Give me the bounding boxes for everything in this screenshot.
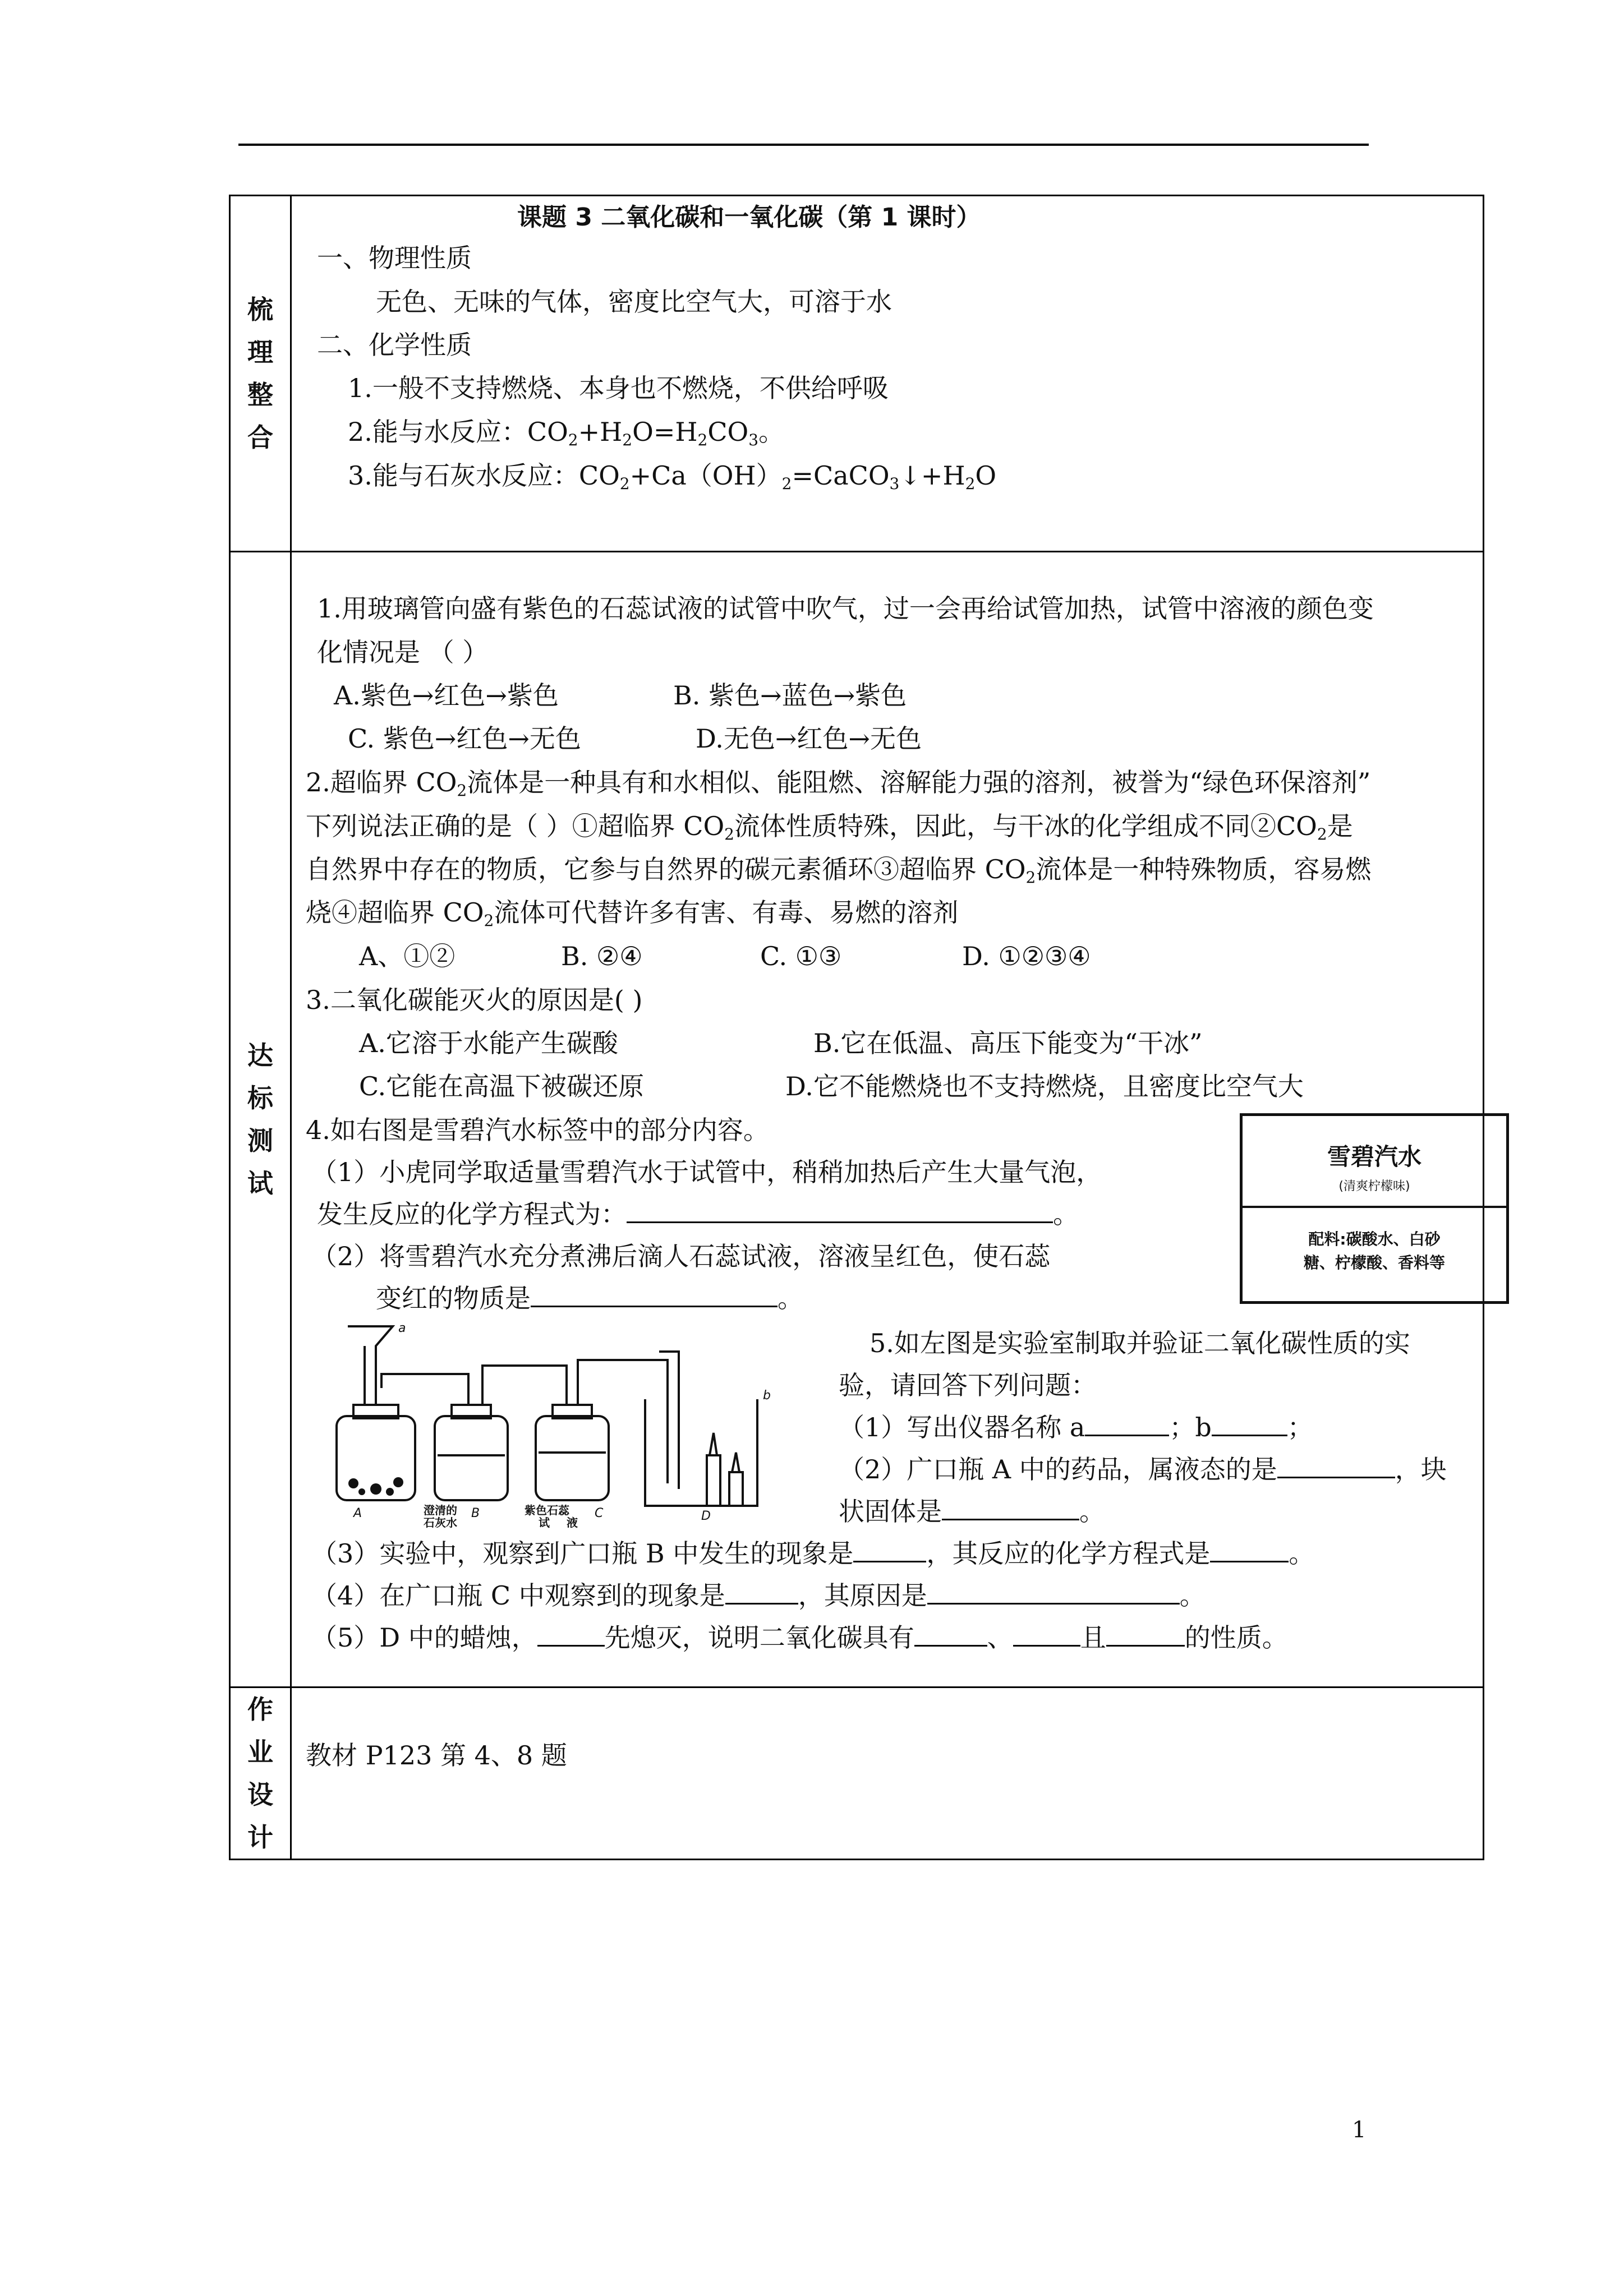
- q3-option-b: B.它在低温、高压下能变为“干冰”: [813, 1028, 1203, 1058]
- header-rule: [238, 144, 1369, 146]
- sprite-label-ingredients-1: 配料:碳酸水、白砂: [1308, 1230, 1441, 1248]
- q3-stem: 3.二氧化碳能灭火的原因是( ): [306, 985, 643, 1015]
- fig-label-a: a: [398, 1321, 406, 1335]
- q2-line1: 2.超临界 $CO_2$流体是一种具有和水相似、能阻燃、溶解能力强的溶剂，被誉为“绿色环保溶剂”: [306, 767, 1371, 800]
- test-cell: [291, 552, 1484, 1688]
- fig-b-label-2: 石灰水: [424, 1516, 457, 1528]
- q4-equation-blank[interactable]: [627, 1199, 1053, 1223]
- homework-text: 教材 P123 第 4、8 题: [306, 1740, 567, 1771]
- sprite-label-title: 雪碧汽水: [1327, 1143, 1421, 1170]
- q2-option-b: B. ②④: [561, 941, 643, 971]
- sprite-label-subtitle: (清爽柠檬味): [1338, 1179, 1410, 1193]
- fig-c-label-2: 试: [539, 1516, 550, 1528]
- q5-blank-b-phenomenon[interactable]: [853, 1538, 926, 1562]
- q5-blank-candle[interactable]: [537, 1622, 605, 1647]
- fig-label-A: A: [353, 1506, 362, 1520]
- chemical-item-3: 3.能与石灰水反应：$CO_2+Ca(OH)_2=CaCO_3↓+H_2O$: [348, 460, 997, 493]
- q5-blank-property-3[interactable]: [1106, 1622, 1185, 1647]
- q5-blank-property-1[interactable]: [914, 1622, 987, 1647]
- q5-part4: （4）在广口瓶 C 中观察到的现象是 ，其原因是 。: [311, 1580, 1206, 1611]
- q2-line4: 烧④超临界 $CO_2$流体可代替许多有害、有毒、易燃的溶剂: [306, 897, 959, 930]
- q5-part2-line1: （2）广口瓶 A 中的药品，属液态的是 ，块: [839, 1454, 1447, 1484]
- q1-stem-line1: 1.用玻璃管向盛有紫色的石蕊试液的试管中吹气，过一会再给试管加热，试管中溶液的颜色变: [317, 593, 1374, 624]
- q4-part2-line1: （2）将雪碧汽水充分煮沸后滴人石蕊试液，溶液呈红色，使石蕊: [311, 1241, 1051, 1271]
- q5-part1: （1）写出仪器名称 a ；b ；: [839, 1412, 1313, 1442]
- lesson-title: 课题 3 二氧化碳和一氧化碳（第 1 课时）: [517, 203, 981, 232]
- q1-option-a: A.紫色→红色→紫色: [334, 680, 559, 711]
- q5-stem-line1: 5.如左图是实验室制取并验证二氧化碳性质的实: [869, 1328, 1410, 1358]
- fig-label-B: B: [471, 1506, 480, 1520]
- q2-option-d: D. ①②③④: [962, 941, 1091, 971]
- chemical-heading: 二、化学性质: [317, 330, 472, 360]
- funnel: [348, 1326, 393, 1405]
- q2-line2: 下列说法正确的是（ ）①超临界 $CO_2$流体性质特殊，因此，与干冰的化学组成不同$②CO_2$是: [306, 811, 1353, 843]
- q1-option-b: B. 紫色→蓝色→紫色: [673, 680, 907, 711]
- q2-option-c: C. ①③: [760, 941, 842, 971]
- side-label-homework: 作 业 设 计: [230, 1688, 291, 1860]
- q4-substance-blank[interactable]: [531, 1283, 778, 1307]
- q3-option-c: C.它能在高温下被碳还原: [359, 1071, 645, 1101]
- homework-cell: [291, 1688, 1484, 1860]
- q1-stem-line2: 化情况是 （ ）: [317, 637, 489, 667]
- review-cell: [291, 196, 1484, 552]
- fig-c-label-3: 液: [567, 1516, 578, 1528]
- chemical-item-1: 1.一般不支持燃烧、本身也不燃烧，不供给呼吸: [348, 373, 889, 403]
- q5-blank-solid[interactable]: [942, 1496, 1079, 1520]
- q5-blank-c-reason[interactable]: [927, 1580, 1180, 1605]
- q5-part2-line2: 状固体是 。: [839, 1496, 1105, 1527]
- q5-blank-a[interactable]: [1085, 1412, 1169, 1436]
- q4-part2-line2: 变红的物质是 。: [376, 1283, 803, 1313]
- apparatus-diagram: [314, 1321, 875, 1528]
- q5-stem-line2: 验，请回答下列问题：: [839, 1370, 1097, 1400]
- side-label-review: 梳 理 整 合: [230, 196, 291, 552]
- fig-label-b: b: [763, 1389, 771, 1403]
- fig-b-label-1: 澄清的: [424, 1504, 457, 1517]
- q4-stem: 4.如右图是雪碧汽水标签中的部分内容。: [306, 1115, 769, 1145]
- q5-blank-property-2[interactable]: [1013, 1622, 1080, 1647]
- q2-line3: 自然界中存在的物质，它参与自然界的碳元素循环③超临界 $CO_2$流体是一种特殊物质，容易燃: [306, 854, 1372, 887]
- bottle-c: [536, 1416, 609, 1500]
- fig-label-D: D: [701, 1509, 711, 1523]
- q5-blank-b-equation[interactable]: [1210, 1538, 1289, 1562]
- q5-blank-c-phenomenon[interactable]: [725, 1580, 798, 1605]
- q5-part5: （5）D 中的蜡烛， 先熄灭，说明二氧化碳具有 、 且 的性质。: [311, 1622, 1288, 1653]
- q5-part3: （3）实验中，观察到广口瓶 B 中发生的现象是 ，其反应的化学方程式是 。: [311, 1538, 1315, 1569]
- sprite-label-image: [1240, 1113, 1509, 1304]
- sprite-label-ingredients-2: 糖、柠檬酸、香料等: [1303, 1253, 1445, 1272]
- physical-text: 无色、无味的气体，密度比空气大，可溶于水: [376, 287, 892, 317]
- chemical-item-2: 2.能与水反应：$CO_2+H_2O=H_2CO_3$。: [348, 417, 785, 449]
- beaker-d: [645, 1399, 757, 1506]
- q3-option-a: A.它溶于水能产生碳酸: [359, 1028, 618, 1058]
- q5-blank-liquid[interactable]: [1277, 1454, 1395, 1478]
- q4-part1-line2: 发生反应的化学方程式为： 。: [317, 1199, 1079, 1229]
- q2-option-a: A、①②: [359, 941, 456, 971]
- fig-c-label-1: 紫色石蕊: [525, 1504, 569, 1517]
- q1-option-c: C. 紫色→红色→无色: [348, 723, 581, 754]
- lesson-table: [229, 195, 1484, 1860]
- q5-blank-b[interactable]: [1212, 1412, 1287, 1436]
- bottle-b: [435, 1416, 508, 1500]
- q1-option-d: D.无色→红色→无色: [696, 723, 922, 754]
- page-number: 1: [1352, 2117, 1367, 2143]
- side-label-test: 达 标 测 试: [230, 552, 291, 1688]
- fig-label-C: C: [595, 1506, 604, 1520]
- q3-option-d: D.它不能燃烧也不支持燃烧，且密度比空气大: [785, 1071, 1304, 1101]
- physical-heading: 一、物理性质: [317, 243, 472, 273]
- q4-part1-line1: （1）小虎同学取适量雪碧汽水于试管中，稍稍加热后产生大量气泡，: [311, 1157, 1102, 1187]
